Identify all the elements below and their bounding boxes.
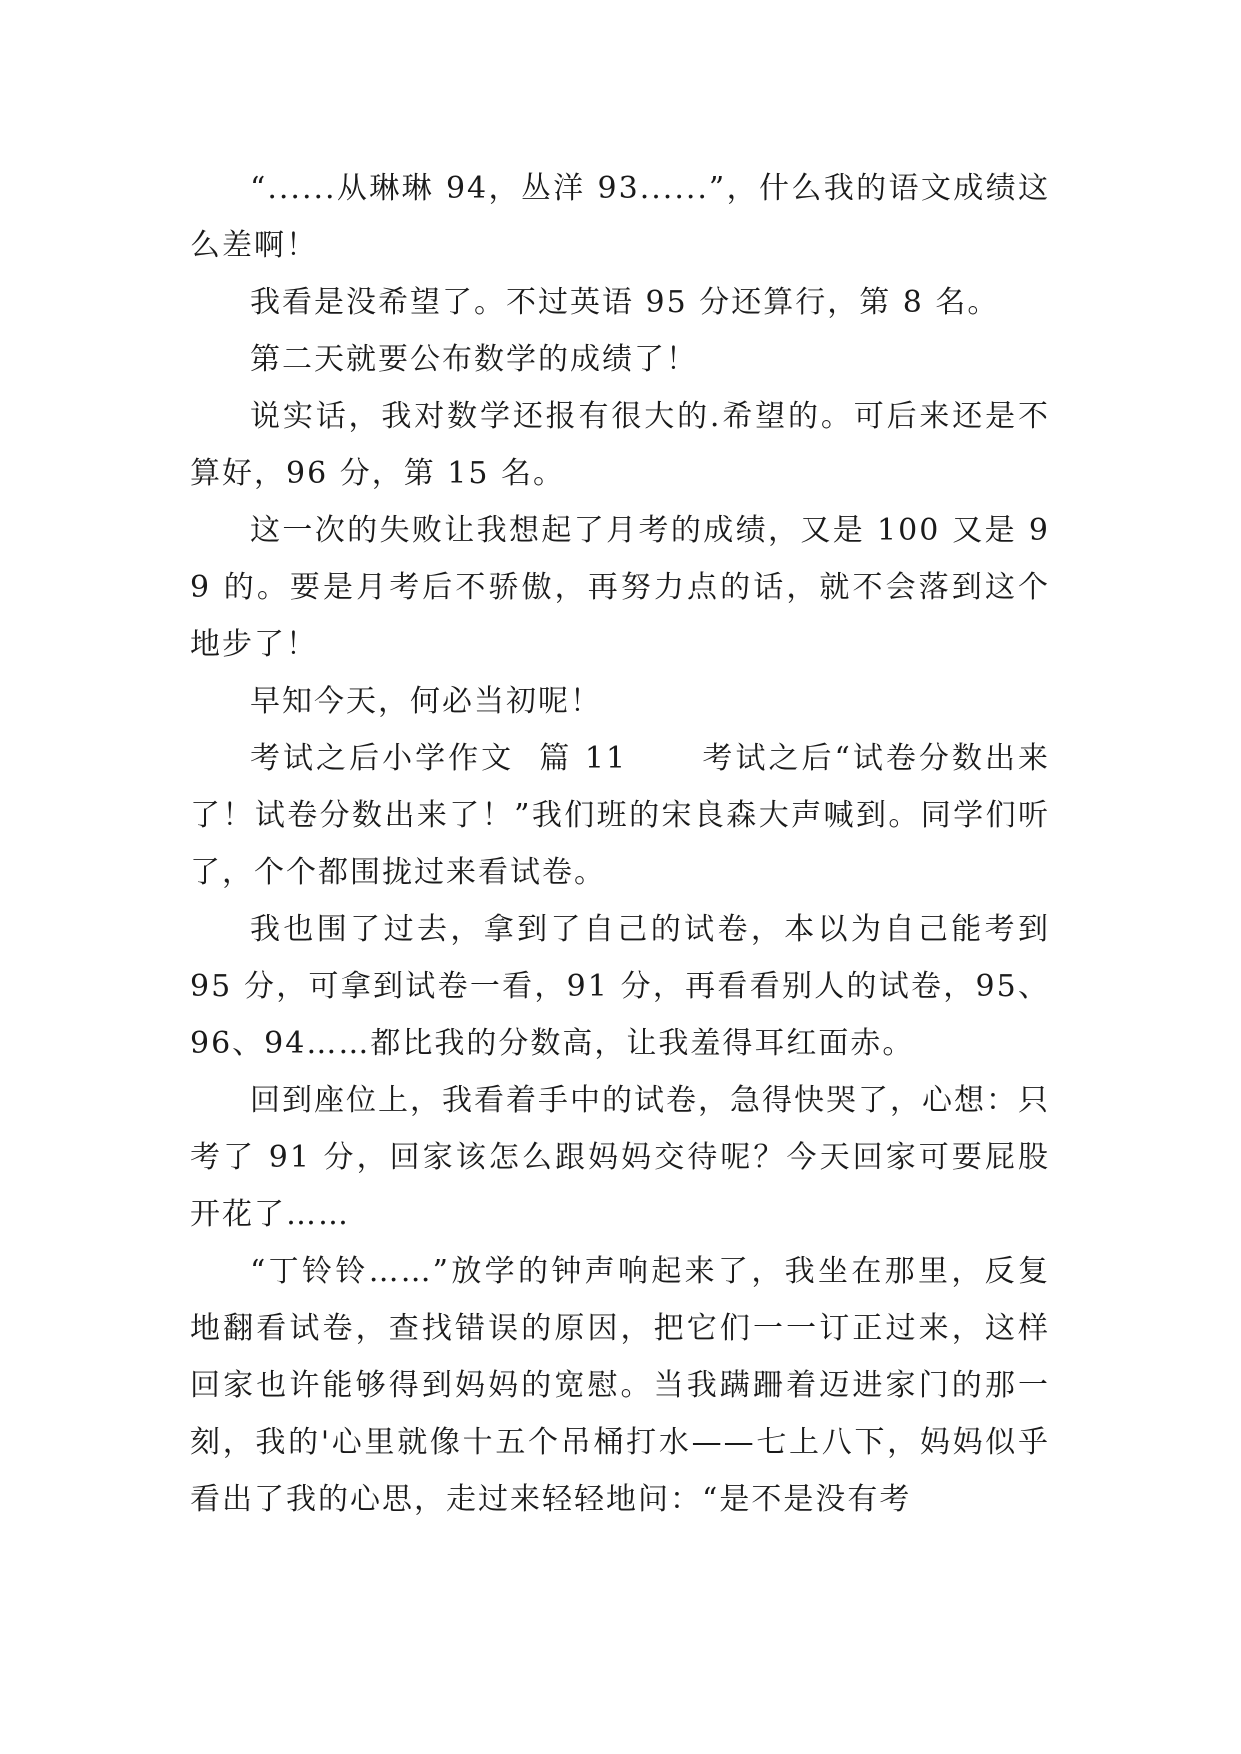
paragraph: 这一次的失败让我想起了月考的成绩，又是 100 又是 99 的。要是月考后不骄傲，再努力点的话，就不会落到这个地步了！	[190, 513, 1050, 662]
paragraph: 我也围了过去，拿到了自己的试卷，本以为自己能考到 95 分，可拿到试卷一看，91 分，再看看别人的试卷，95、96、94……都比我的分数高，让我羞得耳红面赤。	[190, 912, 1050, 1061]
paragraph: “......从琳琳 94，丛洋 93......”，什么我的语文成绩这么差啊！	[190, 171, 1050, 263]
document-body	[190, 160, 1050, 1528]
paragraph: 回到座位上，我看着手中的试卷，急得快哭了，心想：只考了 91 分，回家该怎么跟妈妈交待呢？今天回家可要屁股开花了……	[190, 1083, 1050, 1232]
paragraph: 说实话，我对数学还报有很大的.希望的。可后来还是不算好，96 分，第 15 名。	[190, 399, 1050, 491]
paragraph: 考试之后小学作文 篇 11 考试之后“试卷分数出来了！试卷分数出来了！”我们班的宋良森大声喊到。同学们听了，个个都围拢过来看试卷。	[190, 741, 1050, 890]
paragraph: 我看是没希望了。不过英语 95 分还算行，第 8 名。	[250, 285, 1000, 320]
paragraph: 早知今天，何必当初呢！	[250, 684, 602, 719]
paragraph: “丁铃铃……”放学的钟声响起来了，我坐在那里，反复地翻看试卷，查找错误的原因，把它们一一订正过来，这样回家也许能够得到妈妈的宽慰。当我蹒跚着迈进家门的那一刻，我的'心里就像十五个吊桶打水——七上八下，妈妈似乎看出了我的心思，走过来轻轻地问：“是不是没有考	[190, 1254, 1050, 1517]
paragraph: 第二天就要公布数学的成绩了！	[250, 342, 698, 377]
